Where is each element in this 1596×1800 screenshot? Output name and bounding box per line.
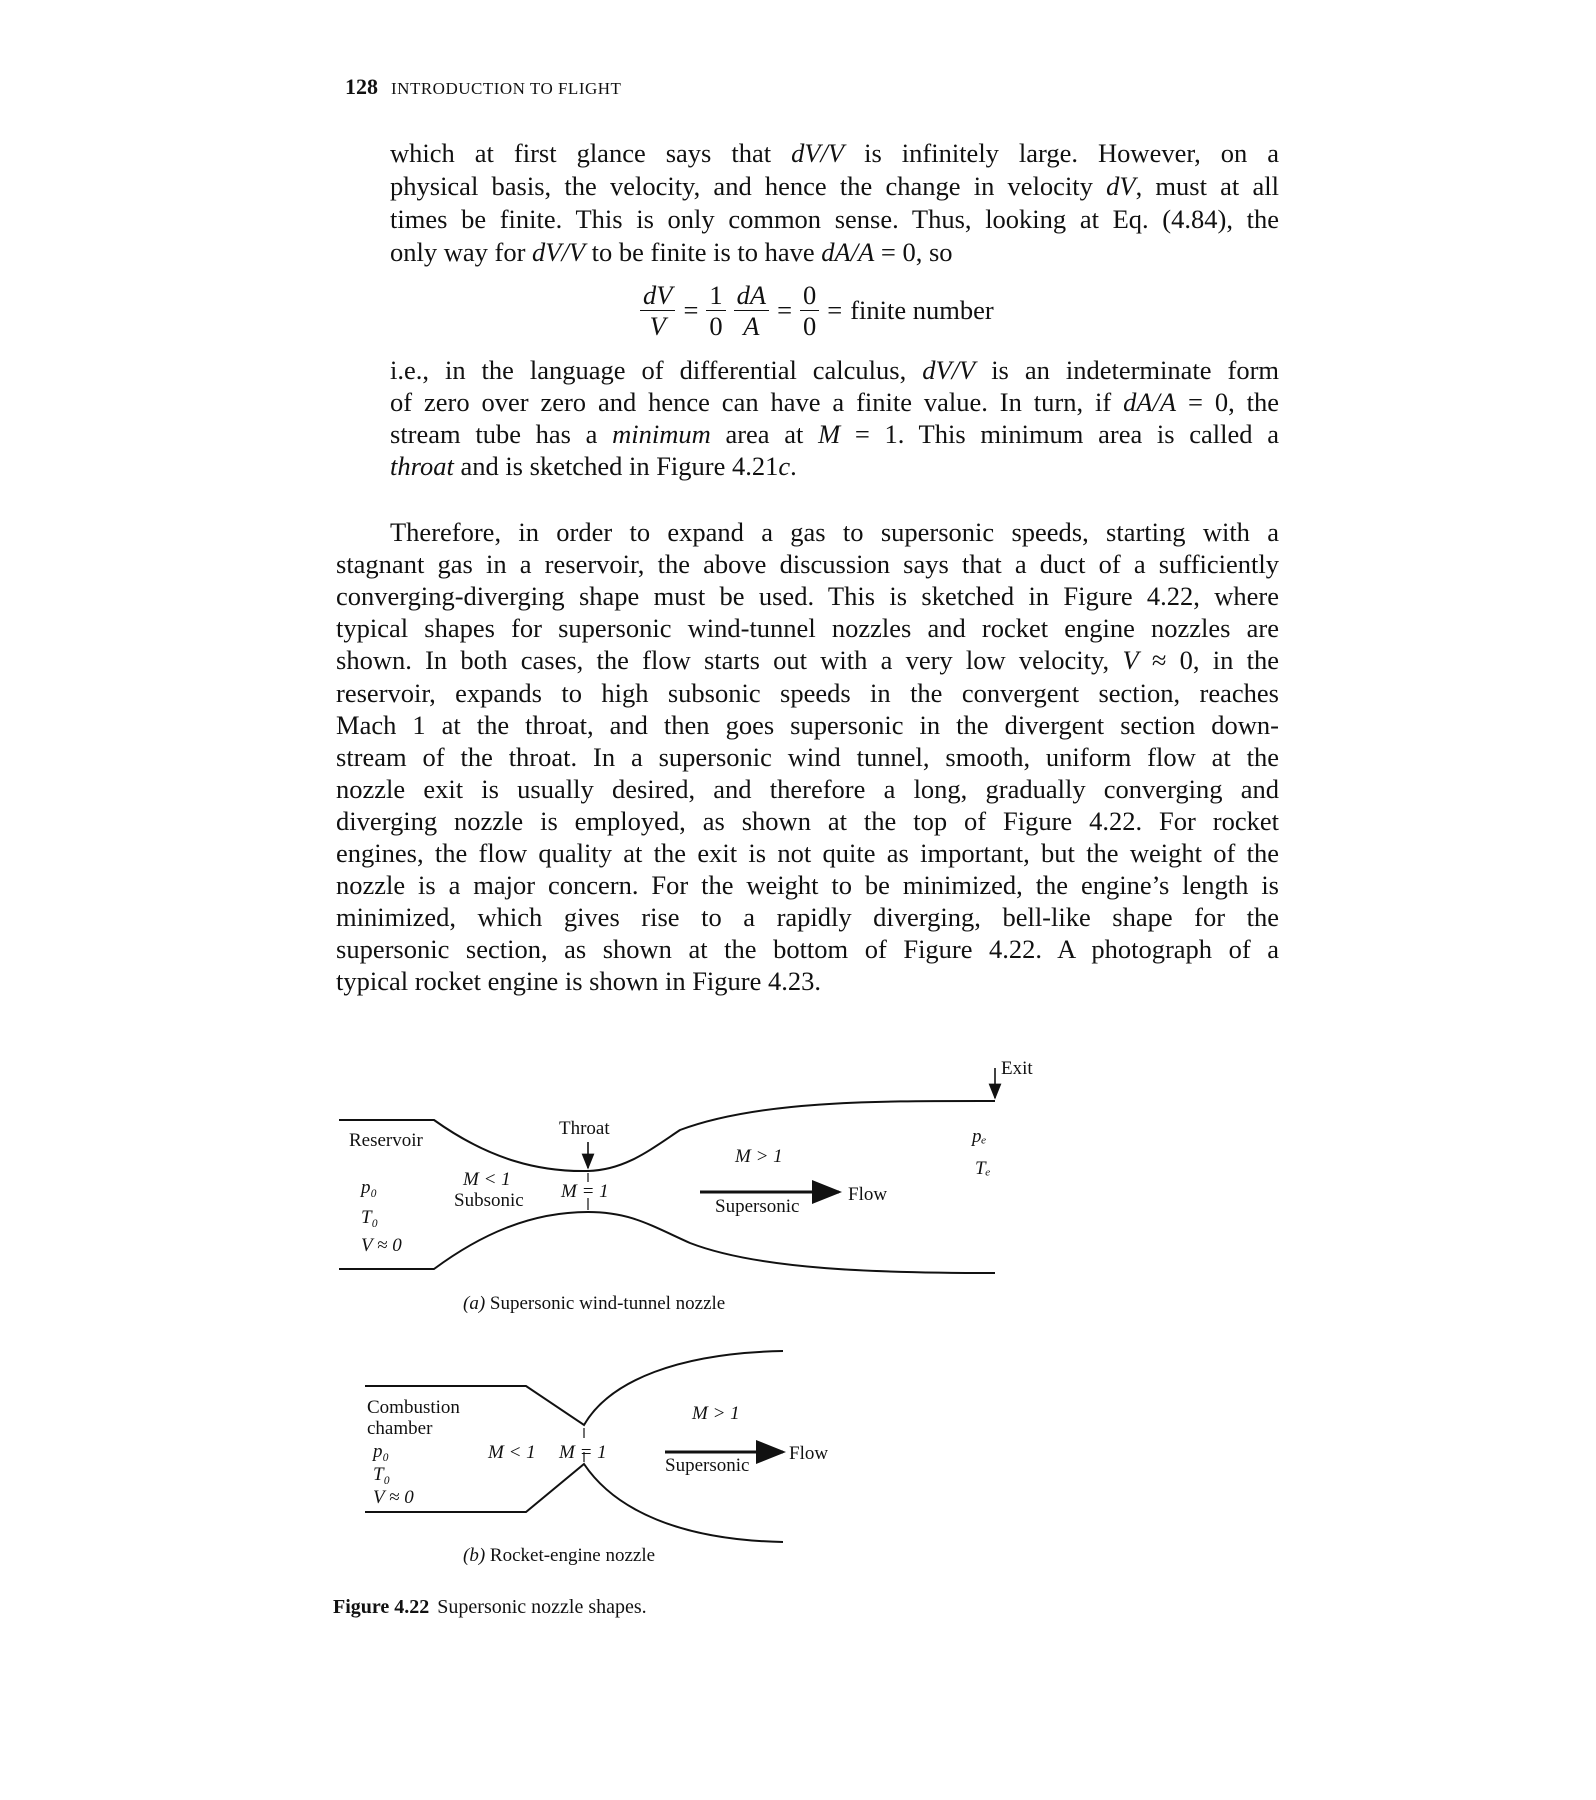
equals-sign: = bbox=[777, 295, 793, 325]
text-span: ≈ 0, in the bbox=[1138, 645, 1280, 676]
text-span: area at bbox=[710, 419, 819, 449]
italic-span: dV/V bbox=[532, 237, 586, 267]
equals-sign: = bbox=[683, 295, 699, 325]
text-span: , must at all bbox=[1135, 171, 1279, 201]
label-exit: Exit bbox=[1001, 1058, 1033, 1079]
italic-span: M bbox=[818, 419, 841, 449]
label-p0: p₀ bbox=[361, 1177, 378, 1198]
text-span: engines, the flow quality at the exit is not quite as important, but the weight of the bbox=[336, 838, 1279, 868]
denominator: V bbox=[649, 311, 666, 341]
text-span: stagnant gas in a reservoir, the above discussion says that a duct of a sufficiently bbox=[336, 549, 1279, 580]
caption-a bbox=[463, 1293, 725, 1315]
wind-tunnel-upper-wall bbox=[339, 1101, 995, 1171]
label-supersonic: Supersonic bbox=[665, 1455, 750, 1476]
caption-b bbox=[463, 1545, 655, 1567]
figure-caption-text: Supersonic nozzle shapes. bbox=[437, 1596, 647, 1618]
text-span: diverging nozzle is employed, as shown at the top of Figure 4.22. For rocket bbox=[336, 805, 1279, 836]
italic-span: dV bbox=[1106, 171, 1136, 201]
text-span: is infinitely large. However, on a bbox=[844, 138, 1279, 168]
italic-span: V bbox=[1122, 645, 1139, 676]
label-reservoir: Reservoir bbox=[349, 1130, 423, 1151]
label-m-lt-1: M < 1 bbox=[463, 1169, 511, 1190]
text-span: is an indeterminate form bbox=[975, 355, 1280, 385]
text-span: typical shapes for supersonic wind-tunnel nozzles and rocket engine nozzles are bbox=[336, 613, 1279, 644]
figure-caption bbox=[333, 1596, 647, 1619]
italic-span: dA/A bbox=[1123, 387, 1177, 417]
text-span: converging-diverging shape must be used. This is sketched in Figure 4.22, where bbox=[336, 581, 1279, 612]
label-subsonic: Subsonic bbox=[454, 1190, 524, 1211]
text-span: = 1. This minimum area is called a bbox=[840, 419, 1279, 449]
text-span: . bbox=[790, 451, 797, 481]
text-span: which at first glance says that bbox=[390, 138, 792, 168]
italic-span: dV/V bbox=[791, 138, 845, 168]
text-span: minimized, which gives rise to a rapidly diverging, bell-like shape for the bbox=[336, 902, 1279, 933]
numerator: 1 bbox=[706, 280, 725, 311]
text-span: nozzle exit is usually desired, and therefore a long, gradually converging and bbox=[336, 773, 1279, 804]
label-T0: T₀ bbox=[373, 1464, 391, 1485]
numerator: dA bbox=[734, 280, 769, 311]
equation-rhs: finite number bbox=[850, 295, 994, 325]
text-span: to be finite is to have bbox=[585, 237, 822, 267]
italic-span: minimum bbox=[612, 419, 711, 449]
caption-letter: (a) bbox=[463, 1293, 486, 1314]
label-v0: V ≈ 0 bbox=[373, 1487, 414, 1508]
text-span: times be finite. This is only common sense. Thus, looking at Eq. (4.84), the bbox=[390, 204, 1279, 234]
numerator: 0 bbox=[800, 280, 819, 311]
label-m-gt-1: M > 1 bbox=[735, 1146, 783, 1167]
label-flow: Flow bbox=[789, 1443, 829, 1464]
label-throat: Throat bbox=[559, 1118, 610, 1139]
text-span: shown. In both cases, the flow starts out with a very low velocity, bbox=[336, 645, 1123, 676]
text-span: nozzle is a major concern. For the weight to be minimized, the engine’s length is bbox=[336, 870, 1279, 901]
italic-span: dV/V bbox=[922, 355, 976, 385]
text-span: supersonic section, as shown at the bottom of Figure 4.22. A photograph of a bbox=[336, 934, 1279, 965]
label-v0: V ≈ 0 bbox=[361, 1235, 402, 1256]
text-span: stream tube has a bbox=[390, 419, 613, 449]
label-m-gt-1: M > 1 bbox=[692, 1403, 740, 1424]
text-span: and is sketched in Figure 4.21 bbox=[453, 451, 779, 481]
italic-span: dA/A bbox=[821, 237, 875, 267]
label-combustion: Combustion bbox=[367, 1397, 460, 1418]
numerator: dV bbox=[640, 280, 675, 311]
denominator: 0 bbox=[709, 311, 723, 341]
text-span: Mach 1 at the throat, and then goes supersonic in the divergent section down- bbox=[336, 709, 1279, 740]
denominator: 0 bbox=[803, 311, 817, 341]
text-span: only way for bbox=[390, 237, 533, 267]
denominator: A bbox=[743, 311, 760, 341]
text-span: i.e., in the language of differential calculus, bbox=[390, 355, 923, 385]
text-span: stream of the throat. In a supersonic wind tunnel, smooth, uniform flow at the bbox=[336, 741, 1279, 772]
text-span: Therefore, in order to expand a gas to supersonic speeds, starting with a bbox=[390, 517, 1279, 547]
label-p0: p₀ bbox=[373, 1441, 390, 1462]
wind-tunnel-lower-wall bbox=[339, 1212, 995, 1273]
text-span: physical basis, the velocity, and hence the change in velocity bbox=[390, 171, 1107, 201]
italic-span: throat bbox=[390, 451, 454, 481]
page-number: 128 bbox=[345, 74, 378, 99]
figure-label: Figure 4.22 bbox=[333, 1596, 430, 1618]
label-Te: Tₑ bbox=[975, 1158, 991, 1179]
text-span: typical rocket engine is shown in Figure 4.23. bbox=[336, 966, 822, 997]
caption-letter: (b) bbox=[463, 1545, 486, 1566]
label-m-eq-1: M = 1 bbox=[559, 1442, 607, 1463]
label-supersonic: Supersonic bbox=[715, 1196, 800, 1217]
label-T0: T₀ bbox=[361, 1207, 379, 1228]
label-flow: Flow bbox=[848, 1184, 888, 1205]
text-span: reservoir, expands to high subsonic speeds in the convergent section, reaches bbox=[336, 677, 1279, 708]
caption-text: Supersonic wind-tunnel nozzle bbox=[489, 1293, 726, 1314]
label-m-eq-1: M = 1 bbox=[561, 1181, 609, 1202]
label-chamber: chamber bbox=[367, 1418, 433, 1439]
caption-text: Rocket-engine nozzle bbox=[489, 1545, 656, 1566]
equals-sign: = bbox=[827, 295, 843, 325]
text-span: of zero over zero and hence can have a finite value. In turn, if bbox=[390, 387, 1124, 417]
label-pe: pₑ bbox=[972, 1126, 987, 1147]
label-m-lt-1: M < 1 bbox=[488, 1442, 536, 1463]
italic-span: c bbox=[778, 451, 791, 481]
text-span: = 0, so bbox=[874, 237, 953, 267]
text-span: = 0, the bbox=[1176, 387, 1279, 417]
running-title: INTRODUCTION TO FLIGHT bbox=[391, 79, 622, 98]
